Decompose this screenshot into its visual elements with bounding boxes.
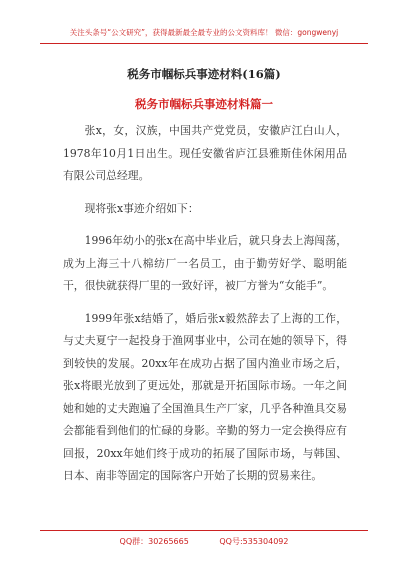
section-title: 税务市帼标兵事迹材料篇一: [135, 97, 273, 111]
header-text: 关注头条号“公文研究”，获得最新最全最专业的公文资料库！ 微信：gongwenyj: [69, 28, 339, 37]
paragraph: 现将张x事迹介绍如下：: [84, 201, 199, 215]
document-body: [63, 120, 347, 498]
footer-qq-group: QQ群：30265665: [119, 537, 189, 546]
footer-qq: QQ号:535304092: [219, 537, 289, 546]
paragraph: 1999年张x结婚了，婚后张x毅然辞去了上海的工作，与丈夫夏宁一起投身于渔网事业中，公司在她的领导下，得到较快的发展。20xx年在成功占据了国内渔业市场之后，张x将眼光放到了更远处，那就是开拓国际市场。一年之间她和她的丈夫跑遍了全国渔具生产厂家，几乎各种渔具交易会都能看到他们的忙碌的身影。辛勤的努力一定会换得应有回报，20xx年她们终于成功的拓展了国际市场，与韩国、日本、南非等固定的国际客户开始了长期的贸易来往。: [63, 311, 347, 482]
document-title: 税务市帼标兵事迹材料(16篇): [127, 67, 281, 81]
paragraph: 张x，女，汉族，中国共产党党员，安徽庐江白山人，1978年10月1日出生。现任安徽省庐江县雅斯佳休闲用品有限公司总经理。: [63, 124, 347, 182]
page-header: [40, 27, 368, 44]
paragraph: 1996年幼小的张x在高中毕业后，就只身去上海闯荡，成为上海三十八棉纺厂一名员工，由于勤劳好学、聪明能干，很快就获得厂里的一致好评，被厂方誉为“女能手”。: [63, 234, 347, 292]
page-footer: [40, 530, 368, 547]
